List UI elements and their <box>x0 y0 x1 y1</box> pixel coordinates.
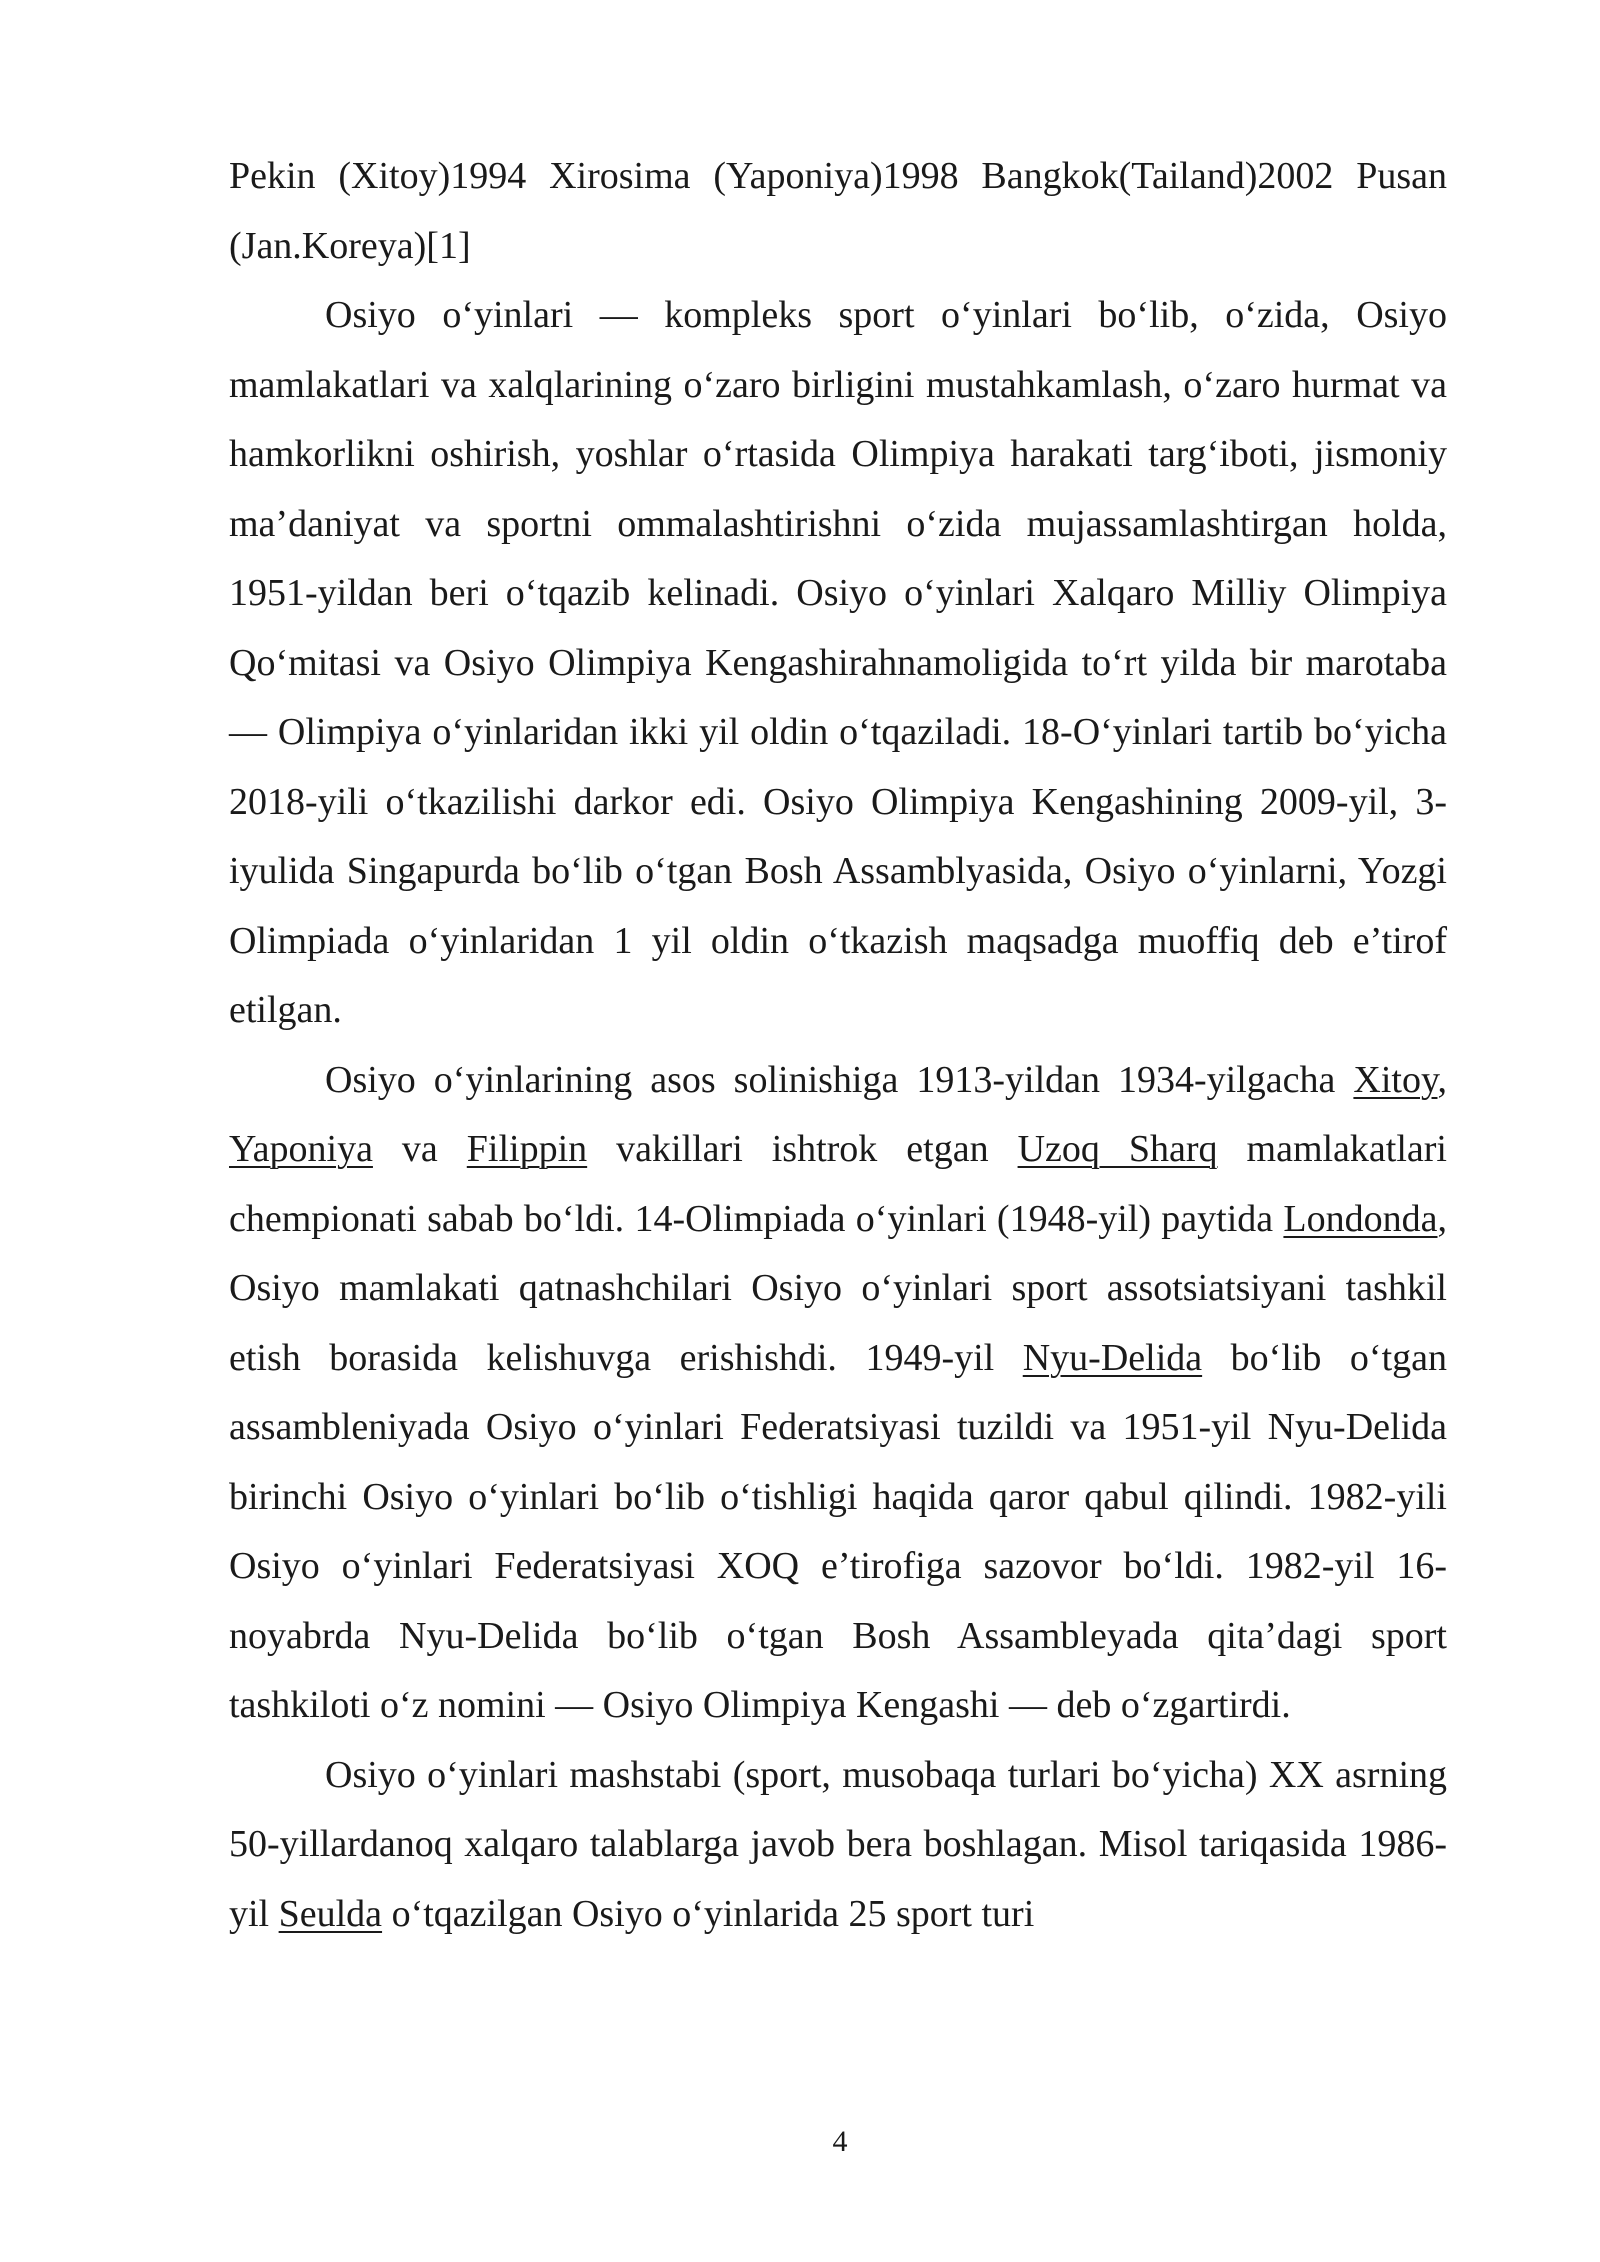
page-number: 4 <box>832 2125 848 2158</box>
paragraph <box>229 1741 1447 1950</box>
document-page <box>229 142 1447 1949</box>
paragraph-text: , Osiyo mamlakati qatnashchilari Osiyo o‘yinlari sport assotsiatsiyani tashkil etish borasida kelishuvga erishishdi. 1949-yil <box>229 1197 1447 1379</box>
paragraph-text: vakillari ishtrok etgan <box>587 1128 1018 1170</box>
paragraph-text: , <box>1437 1058 1447 1101</box>
link-filippin[interactable]: Filippin <box>466 1128 588 1170</box>
link-seulda[interactable]: Seulda <box>278 1892 383 1935</box>
paragraph-text: mamlakatlari chempionati sabab bo‘ldi. 14-Olimpiada o‘yinlari (1948-yil) paytida <box>229 1128 1447 1240</box>
paragraph-text: Pekin (Xitoy)1994 Xirosima (Yaponiya)1998 Bangkok(Tailand)2002 Pusan (Jan.Koreya)[1] <box>229 155 1447 267</box>
link-yaponiya[interactable]: Yaponiya <box>229 1128 373 1170</box>
paragraph-text: o‘tqazilgan Osiyo o‘yinlarida 25 sport turi <box>382 1892 1035 1935</box>
paragraph-text: Osiyo o‘yinlari — kompleks sport o‘yinlari bo‘lib, o‘zida, Osiyo mamlakatlari va xalqlarining o‘zaro birligini mustahkamlash, o‘zaro hurmat va hamkorlikni oshirish, yoshlar o‘rtasida Olimpiya harakati targ‘iboti, jismoniy ma’daniyat va sportni ommalashtirishni o‘zida mujassamlashtirgan holda, 1951-yildan beri o‘tqazib kelinadi. Osiyo o‘yinlari Xalqaro Milliy Olimpiya Qo‘mitasi va Osiyo Olimpiya Kengashirahnamoligida to‘rt yilda bir marotaba — Olimpiya o‘yinlaridan ikki yil oldin o‘tqaziladi. 18-O‘yinlari tartib bo‘yicha 2018-yili o‘tkazilishi darkor edi. Osiyo Olimpiya Kengashining 2009-yil, 3-iyulida Singapurda bo‘lib o‘tgan Bosh Assamblyasida, Osiyo o‘yinlarni, Yozgi Olimpiada o‘yinlaridan 1 yil oldin o‘tkazish maqsadga muoffiq deb e’tirof etilgan. <box>229 294 1447 1031</box>
document-body <box>229 142 1447 1949</box>
paragraph-text: va <box>372 1128 467 1170</box>
paragraph-text: Osiyo o‘yinlarining asos solinishiga 1913-yildan 1934-yilgacha <box>325 1058 1354 1101</box>
link-uzoq-sharq[interactable]: Uzoq Sharq <box>1017 1128 1218 1170</box>
link-londonda[interactable]: Londonda <box>1283 1197 1438 1240</box>
paragraph-text: Osiyo o‘yinlari mashstabi (sport, musobaqa turlari bo‘yicha) XX asrning 50-yillardanoq xalqaro talablarga javob bera boshlagan. Misol tariqasida 1986-yil <box>229 1753 1447 1935</box>
paragraph <box>229 1046 1447 1741</box>
link-xitoy[interactable]: Xitoy <box>1353 1058 1438 1101</box>
paragraph-text: bo‘lib o‘tgan assambleniyada Osiyo o‘yinlari Federatsiyasi tuzildi va 1951-yil Nyu-Delida birinchi Osiyo o‘yinlari bo‘lib o‘tishligi haqida qaror qabul qilindi. 1982-yili Osiyo o‘yinlari Federatsiyasi XOQ e’tirofiga sazovor bo‘ldi. 1982-yil 16-noyabrda Nyu-Delida bo‘lib o‘tgan Bosh Assambleyada qita’dagi sport tashkiloti o‘z nomini — Osiyo Olimpiya Kengashi — deb o‘zgartirdi. <box>229 1336 1447 1726</box>
link-nyu-delida[interactable]: Nyu-Delida <box>1022 1336 1203 1379</box>
paragraph <box>229 281 1447 1046</box>
paragraph <box>229 142 1447 281</box>
